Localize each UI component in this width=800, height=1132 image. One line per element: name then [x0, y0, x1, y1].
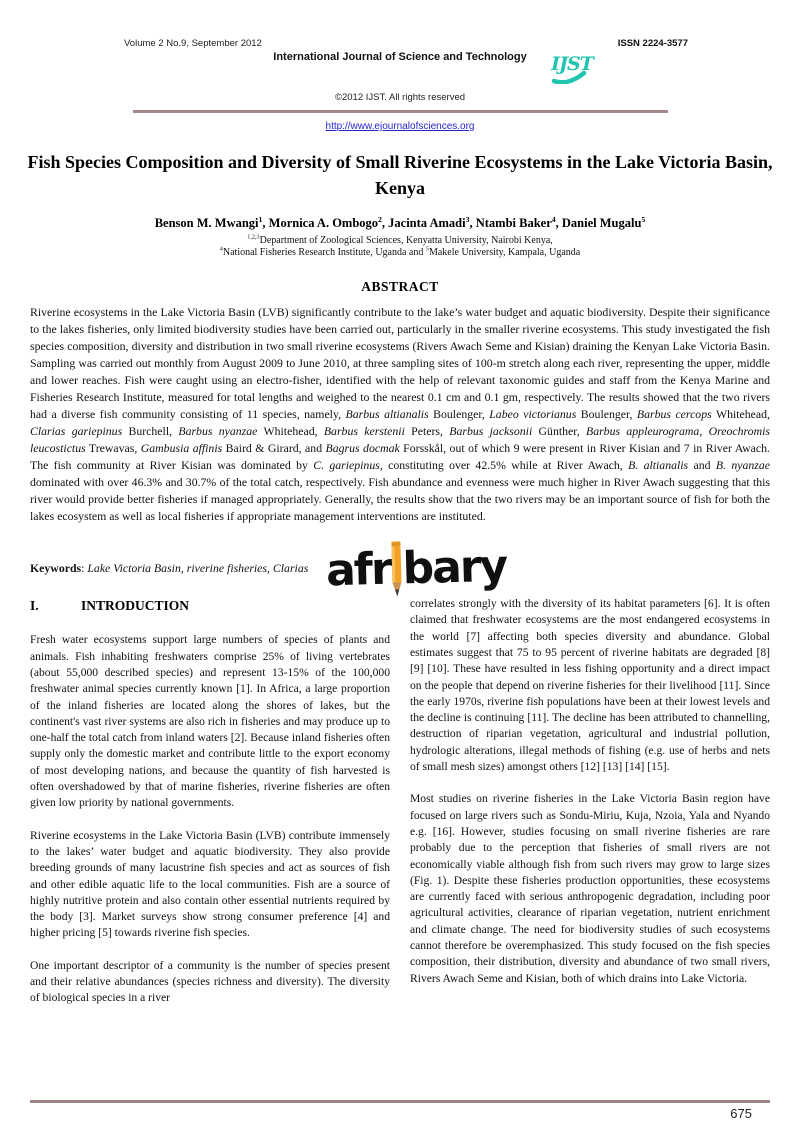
ijst-logo: [546, 53, 598, 84]
section-title: INTRODUCTION: [81, 598, 190, 614]
body-columns: [30, 596, 770, 1023]
paragraph: Most studies on riverine fisheries in the Lake Victoria Basin region have focused on large rivers such as Sondu-Miriu, Kuja, Nzoia, Yala and Nyando e.g. [16]. However, studies focusing on small riverine fisheries are rare probably due to the perception that fisheries of small rivers are not economically viable although fish from such rivers may grow to large sizes (Fig. 1). Despite these fisheries production opportunities, these ecosystems are currently faced with serious anthropogenic degradation, including poor agricultural activities, clearance of riparian vegetation, nutrient enrichment and climate change. The need for biodiversity studies of such ecosystems cannot therefore be overemphasized. This study focused on the fish species composition, their distribution, diversity and abundance of two small rivers, Rivers Awach Seme and Kisian, both of which drains into Lake Victoria.: [410, 792, 770, 985]
volume-info: Volume 2 No.9, September 2012: [124, 38, 262, 49]
afribary-watermark: [325, 539, 507, 597]
author-list: Benson M. Mwangi$^1$, Mornica A. Ombogo$^2$, Jacinta Amadi$^3$, Ntambi Baker$^4$, Daniel Mugalu$^5$: [154, 214, 646, 231]
page-number: 675: [730, 1106, 752, 1121]
left-column: [30, 596, 390, 1023]
copyright-line: ©2012 IJST. All rights reserved: [334, 92, 466, 103]
watermark-text-left: afr: [325, 543, 392, 597]
watermark-text-right: bary: [401, 540, 507, 595]
section-heading-introduction: [30, 598, 390, 614]
keywords-line: Keywords: Lake Victoria Basin, riverine fisheries, Clarias: [30, 561, 309, 576]
paragraph: One important descriptor of a community is the number of species present and their relative abundances (species richness and diversity). The diversity of biological species in a river: [30, 958, 390, 1005]
paragraph: correlates strongly with the diversity of its habitat parameters [6]. It is often claimed that freshwater ecosystems are the most endangered ecosystems in the world [7] affecting both species diversity and abundance. Global estimates suggest that 75 to 95 percent of riverine habitats are degraded [8] [9] [10]. These have resulted in less fishing opportunity and a direct impact on the people that depend on riverine fisheries for their livelihood [11]. Since the early 1970s, riverine fish populations have been at their lowest levels and the decline is continuing [11]. The decline has been attributed to channelling, destruction of riparian vegetation, agricultural and industrial pollution, hydrologic alterations, illegal methods of fishing (e.g. use of herbs and nets of small mesh sizes) amongst others [12] [13] [14] [15].: [410, 597, 770, 774]
ijst-logo-text: IJST: [551, 53, 593, 75]
footer-divider: [30, 1100, 770, 1103]
right-column: [410, 596, 770, 1023]
abstract-text: Riverine ecosystems in the Lake Victoria Basin (LVB) significantly contribute to the lake’s water budget and aquatic biodiversity. Despite their significance to the lakes fisheries, only limited biodiversity studies have been carried out, particularly in the smaller riverine ecosystems. This study investigated the fish species composition, diversity and distribution in two small riverine ecosystems (Rivers Awach Seme and Kisian) draining the Kenyan Lake Victoria Basin. Sampling was carried out monthly from August 2009 to June 2010, at three sampling sites of 100-m stretch along each river, representing the upper, middle and lower reaches. Fish were caught using an electro-fisher, identified with the help of relevant taxonomic guides and staff from the Kenya Marine and Fisheries Research Institute, measured for total lengths and weighed to the nearest 0.1 cm and 0.1 gm, respectively. The results showed that the two rivers had a diverse fish community consisting of 11 species, namely, Barbus altianalis Boulenger, Labeo victorianus Boulenger, Barbus cercops Whitehead, Clarias gariepinus Burchell, Barbus nyanzae Whitehead, Barbus kerstenii Peters, Barbus jacksonii Günther, Barbus appleurograma, Oreochromis leucostictus Trewavas, Gambusia affinis Baird & Girard, and Bagrus docmak Forsskål, out of which 9 were present in River Kisian and 7 in River Awach. The fish community at River Kisian was dominated by C. gariepinus, constituting over 42.5% while at River Awach, B. altianalis and B. nyanzae dominated with over 46.3% and 30.7% of the total catch, respectively. Fish abundance and evenness were much higher in River Awach suggesting that this river would provide better fisheries if managed appropriately. Generally, the results show that the two rivers may be an important source of fish for both the lakes ecosystem as well as local fisheries if appropriate management interventions are instituted.: [30, 305, 770, 524]
section-number: I.: [30, 598, 39, 614]
journal-name: International Journal of Science and Technology: [273, 51, 527, 63]
paper-title: Fish Species Composition and Diversity of Small Riverine Ecosystems in the Lake Victoria Basin, Kenya: [27, 152, 773, 198]
paragraph: Fresh water ecosystems support large numbers of species of plants and animals. Fish inhabiting freshwaters comprise 25% of living vertebrates (about 55,000 described species) and represent 13-15% of the 100,000 freshwater animal species currently known [1]. In Africa, a large proportion of the inland fisheries are located along the shores of lakes, but the continent's vast river systems are also rich in fisheries and may produce up to one-half the total catch from inland waters [2]. Because inland fisheries often supply only the domestic market and contribute little to the export economy of most developing nations, and because the quantity of fish harvested is often overshadowed by that of marine fisheries, riverine fisheries are often given low priority by national governments.: [30, 633, 390, 810]
issn-number: ISSN 2224-3577: [617, 38, 688, 49]
affiliation-line-2: $^4$National Fisheries Research Institute, Uganda and $^5$Makele University, Kampala, Uganda: [219, 245, 581, 259]
paragraph: Riverine ecosystems in the Lake Victoria Basin (LVB) contribute immensely to the lakes’ water budget and aquatic biodiversity. They also provide breeding grounds of many lacustrine fish species and act as sources of fish and other edible aquatic life to the local communities. Fish are a source of highly nutritive protein and also contain other essential nutrients required by the body [3]. Market surveys show strong consumer preference [4] and higher pricing [5] towards riverine fish species.: [30, 828, 390, 940]
journal-header: [0, 0, 800, 142]
header-divider: [133, 110, 668, 113]
journal-url-wrap: [0, 121, 800, 132]
abstract-heading: ABSTRACT: [361, 279, 439, 295]
journal-url-link[interactable]: http://www.ejournalofsciences.org: [325, 121, 475, 132]
affiliation-line-1: $^{1,2,3}$Department of Zoological Sciences, Kenyatta University, Nairobi Kenya,: [247, 233, 553, 247]
